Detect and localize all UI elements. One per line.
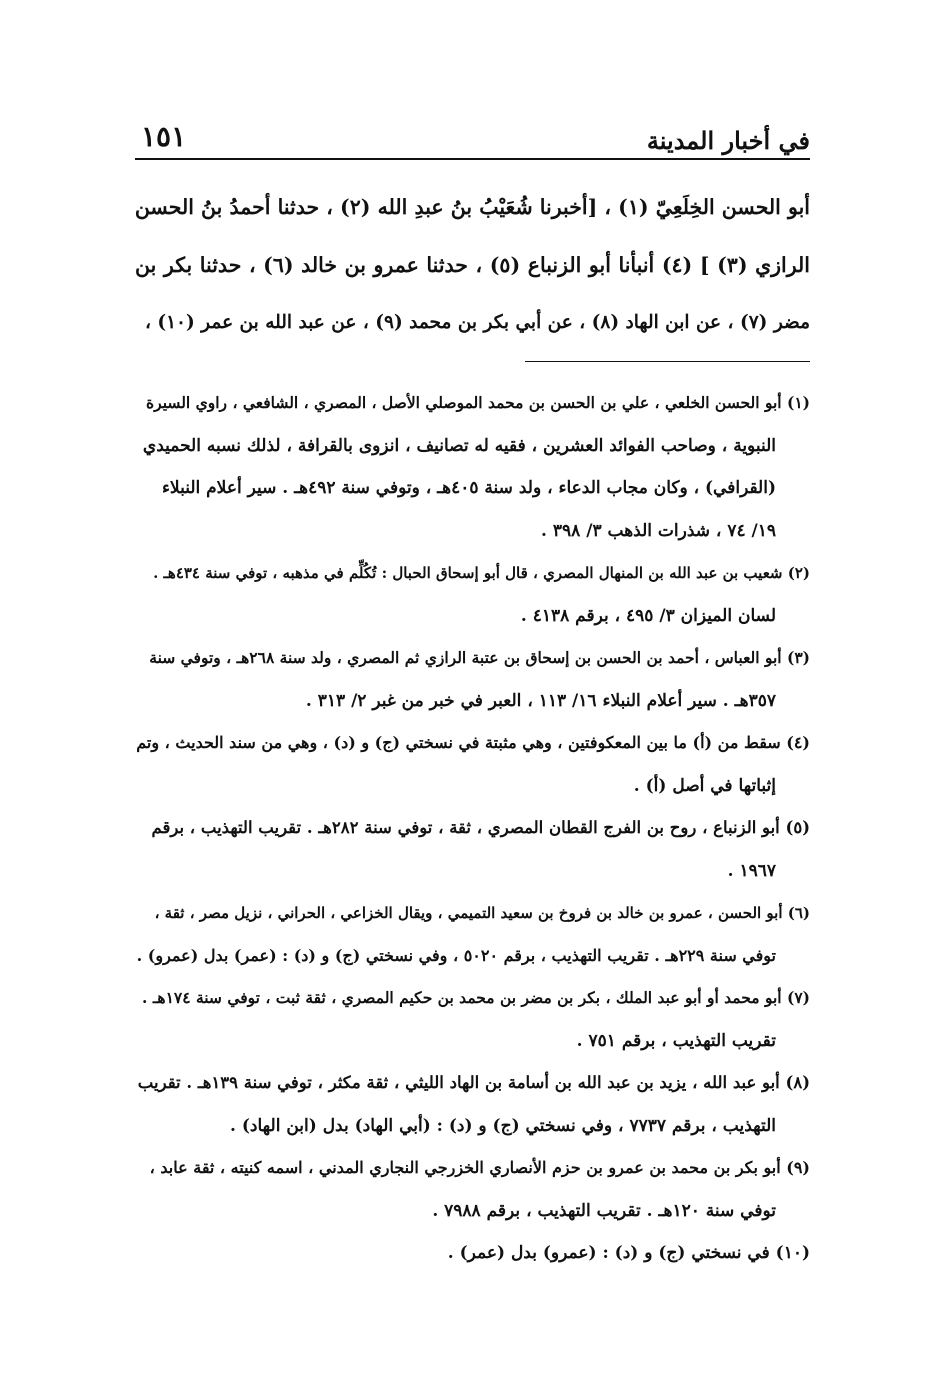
main-text-line: مضر (٧) ، عن ابن الهاد (٨) ، عن أبي بكر بن محمد (٩) ، عن عبد الله بن عمر (١٠) ، (144, 312, 810, 333)
footnote-line: (القرافي) ، وكان مجاب الدعاء ، ولد سنة ٤٠٥هـ ، وتوفي سنة ٤٩٢هـ . سير أعلام النبلاء (161, 478, 776, 498)
footnote-8 (135, 1062, 810, 1147)
footnote-line: تقريب التهذيب ، برقم ٧٥١ . (576, 1030, 776, 1051)
footnote-line: (١) أبو الحسن الخلعي ، علي بن الحسن بن محمد الموصلي الأصل ، المصري ، الشافعي ، راوي السيرة (146, 393, 810, 412)
footnotes (135, 382, 810, 1275)
footnote-line: النبوية ، وصاحب الفوائد العشرين ، فقيه له تصانيف ، انزوى بالقرافة ، لذلك نسبه الحميدي (142, 435, 776, 456)
header-rule (135, 158, 810, 160)
footnote-line: (٧) أبو محمد أو أبو عبد الملك ، بكر بن مضر بن محمد بن حكيم المصري ، ثقة ثبت ، توفي سنة ١٧٤هـ . (142, 988, 810, 1007)
footnote-10 (135, 1232, 810, 1275)
footnote-line: (٨) أبو عبد الله ، يزيد بن عبد الله بن أسامة بن الهاد الليثي ، ثقة مكثر ، توفي سنة ١٣٩هـ . تقريب (137, 1073, 810, 1092)
footnote-line: (٢) شعيب بن عبد الله بن المنهال المصري ، قال أبو إسحاق الحبال : تُكُلِّم في مذهبه ، توفي سنة ٤٣٤هـ . (153, 564, 810, 582)
footnote-line: توفي سنة ١٢٠هـ . تقريب التهذيب ، برقم ٧٩٨٨ . (432, 1200, 776, 1221)
footnote-line: (٩) أبو بكر بن محمد بن عمرو بن حزم الأنصاري الخزرجي النجاري المدني ، اسمه كنيته ، ثقة عابد ، (149, 1158, 810, 1177)
footnote-7 (135, 977, 810, 1062)
footnote-line: ٣٥٧هـ . سير أعلام النبلاء ١٦/ ١١٣ ، العبر في خبر من غبر ٢/ ٣١٣ . (305, 690, 776, 711)
running-title: في أخبار المدينة (646, 126, 810, 155)
footnote-9 (135, 1147, 810, 1232)
footnote-line: إثباتها في أصل (أ) . (633, 775, 776, 796)
footnote-line: (٣) أبو العباس ، أحمد بن الحسن بن إسحاق بن عتبة الرازي ثم المصري ، ولد سنة ٢٦٨هـ ، وتوفي سنة (149, 648, 810, 667)
footnote-3 (135, 637, 810, 722)
footnote-line: ١٩/ ٧٤ ، شذرات الذهب ٣/ ٣٩٨ . (541, 520, 776, 541)
footnote-4 (135, 722, 810, 807)
footnote-line: ١٩٦٧ . (727, 860, 776, 881)
footnote-line: لسان الميزان ٣/ ٤٩٥ ، برقم ٤١٣٨ . (520, 605, 776, 626)
footnote-line: توفي سنة ٢٢٩هـ . تقريب التهذيب ، برقم ٥٠٢٠ ، وفي نسختي (ج) و (د) : (عمر) بدل (عمرو) . (136, 945, 776, 965)
footnote-6 (135, 892, 810, 977)
footnote-line: التهذيب ، برقم ٧٧٣٧ ، وفي نسختي (ج) و (د) : (أبي الهاد) بدل (ابن الهاد) . (230, 1115, 776, 1136)
main-text-line: أبو الحسن الخِلَعِيّ (١) ، [أخبرنا شُعَيْبُ بنُ عبدِ الله (٢) ، حدثنا أحمدُ بنُ الحسن (134, 195, 810, 219)
footnote-line: (٤) سقط من (أ) ما بين المعكوفتين ، وهي مثبتة في نسختي (ج) و (د) ، وهي من سند الحديث ، وتم (136, 733, 810, 752)
footnote-2 (135, 552, 810, 637)
page-header (135, 118, 810, 158)
footnote-5 (135, 807, 810, 892)
footnote-line: (٥) أبو الزنباع ، روح بن الفرج القطان المصري ، ثقة ، توفي سنة ٢٨٢هـ . تقريب التهذيب ، برقم (151, 818, 810, 837)
main-text (135, 178, 810, 352)
footnote-separator (525, 361, 810, 362)
page-number: ١٥١ (141, 120, 187, 153)
main-text-line: الرازي (٣) ] (٤) أنبأنا أبو الزنباع (٥) ، حدثنا عمرو بن خالد (٦) ، حدثنا بكر بن (135, 253, 810, 277)
footnote-1 (135, 382, 810, 552)
footnote-line: (١٠) في نسختي (ج) و (د) : (عمرو) بدل (عمر) . (447, 1243, 810, 1263)
footnote-line: (٦) أبو الحسن ، عمرو بن خالد بن فروخ بن سعيد التميمي ، ويقال الخزاعي ، الحراني ، نزيل مصر ، ثقة ، (154, 904, 810, 922)
